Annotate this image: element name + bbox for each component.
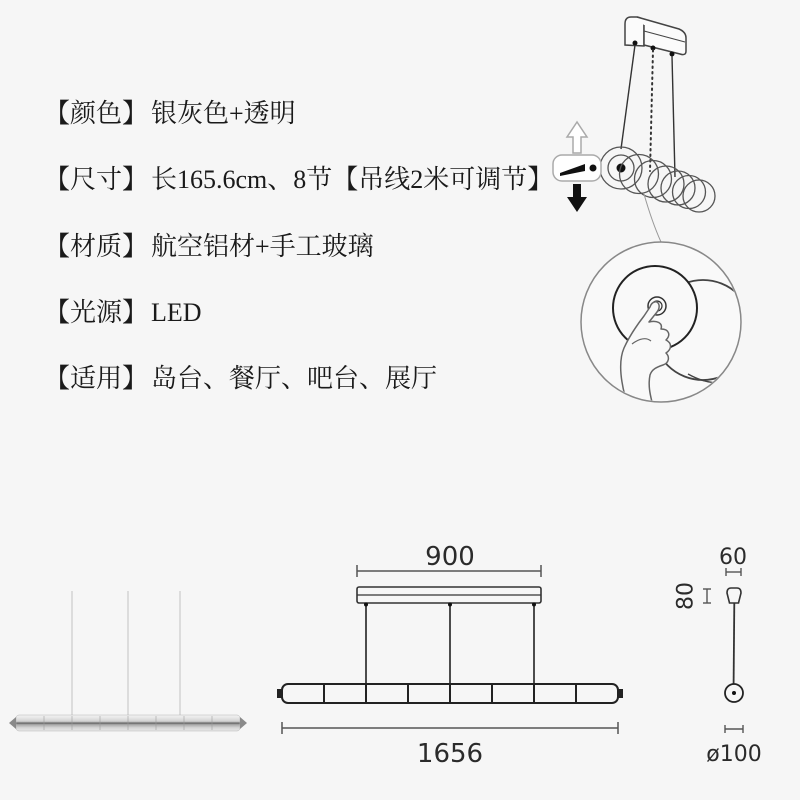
wire-side [734, 603, 735, 684]
spec-value-color: 银灰色+透明 [151, 99, 296, 128]
spec-value-size: 长165.6cm、8节【吊线2米可调节】 [151, 165, 554, 194]
dim-label-canopy-side-width: 60 [719, 545, 747, 570]
spec-value-light-source: LED [151, 298, 202, 327]
photo-end-cap-left [9, 717, 16, 729]
spec-label-color: 【颜色】 [44, 99, 149, 128]
spec-row-size [44, 159, 553, 196]
tube-end-center-dot [732, 691, 736, 695]
dim-label-drop-height: 80 [673, 582, 699, 610]
spec-label-light-source: 【光源】 [44, 298, 149, 327]
height-adjustment-illustration [540, 0, 800, 420]
lamp-tube-rings [600, 147, 715, 212]
lamp-tube-front [277, 684, 623, 703]
spec-value-usage: 岛台、餐厅、吧台、展厅 [151, 364, 438, 393]
spec-value-material: 航空铝材+手工玻璃 [151, 232, 374, 261]
zoom-connector-line [644, 194, 661, 242]
spec-row-color [44, 93, 296, 130]
lamp-photo [0, 575, 255, 750]
dim-label-canopy-width: 900 [425, 542, 475, 572]
front-view-diagram [270, 535, 660, 770]
zoom-circle [581, 242, 753, 402]
dim-label-tube-diameter: ø100 [706, 742, 762, 767]
drop-wires-front [364, 603, 536, 685]
spec-row-material [44, 226, 374, 263]
spec-label-usage: 【适用】 [44, 364, 149, 393]
down-arrow-icon [567, 184, 587, 212]
photo-end-cap-right [240, 717, 247, 729]
canopy-front [357, 587, 541, 603]
canopy-side [727, 588, 741, 603]
dim-line-drop-height [703, 589, 711, 603]
wire-adjuster-icon [553, 155, 601, 181]
spec-label-material: 【材质】 [44, 232, 149, 261]
spec-label-size: 【尺寸】 [44, 165, 149, 194]
spec-row-light-source [44, 292, 202, 329]
spec-row-usage [44, 358, 437, 395]
side-view-diagram [660, 535, 800, 775]
photo-hanging-wires [72, 591, 180, 716]
up-arrow-icon [567, 122, 587, 153]
dim-line-tube-diameter [725, 725, 743, 733]
dim-label-overall-length: 1656 [416, 739, 484, 769]
dim-line-overall-length [282, 722, 618, 734]
